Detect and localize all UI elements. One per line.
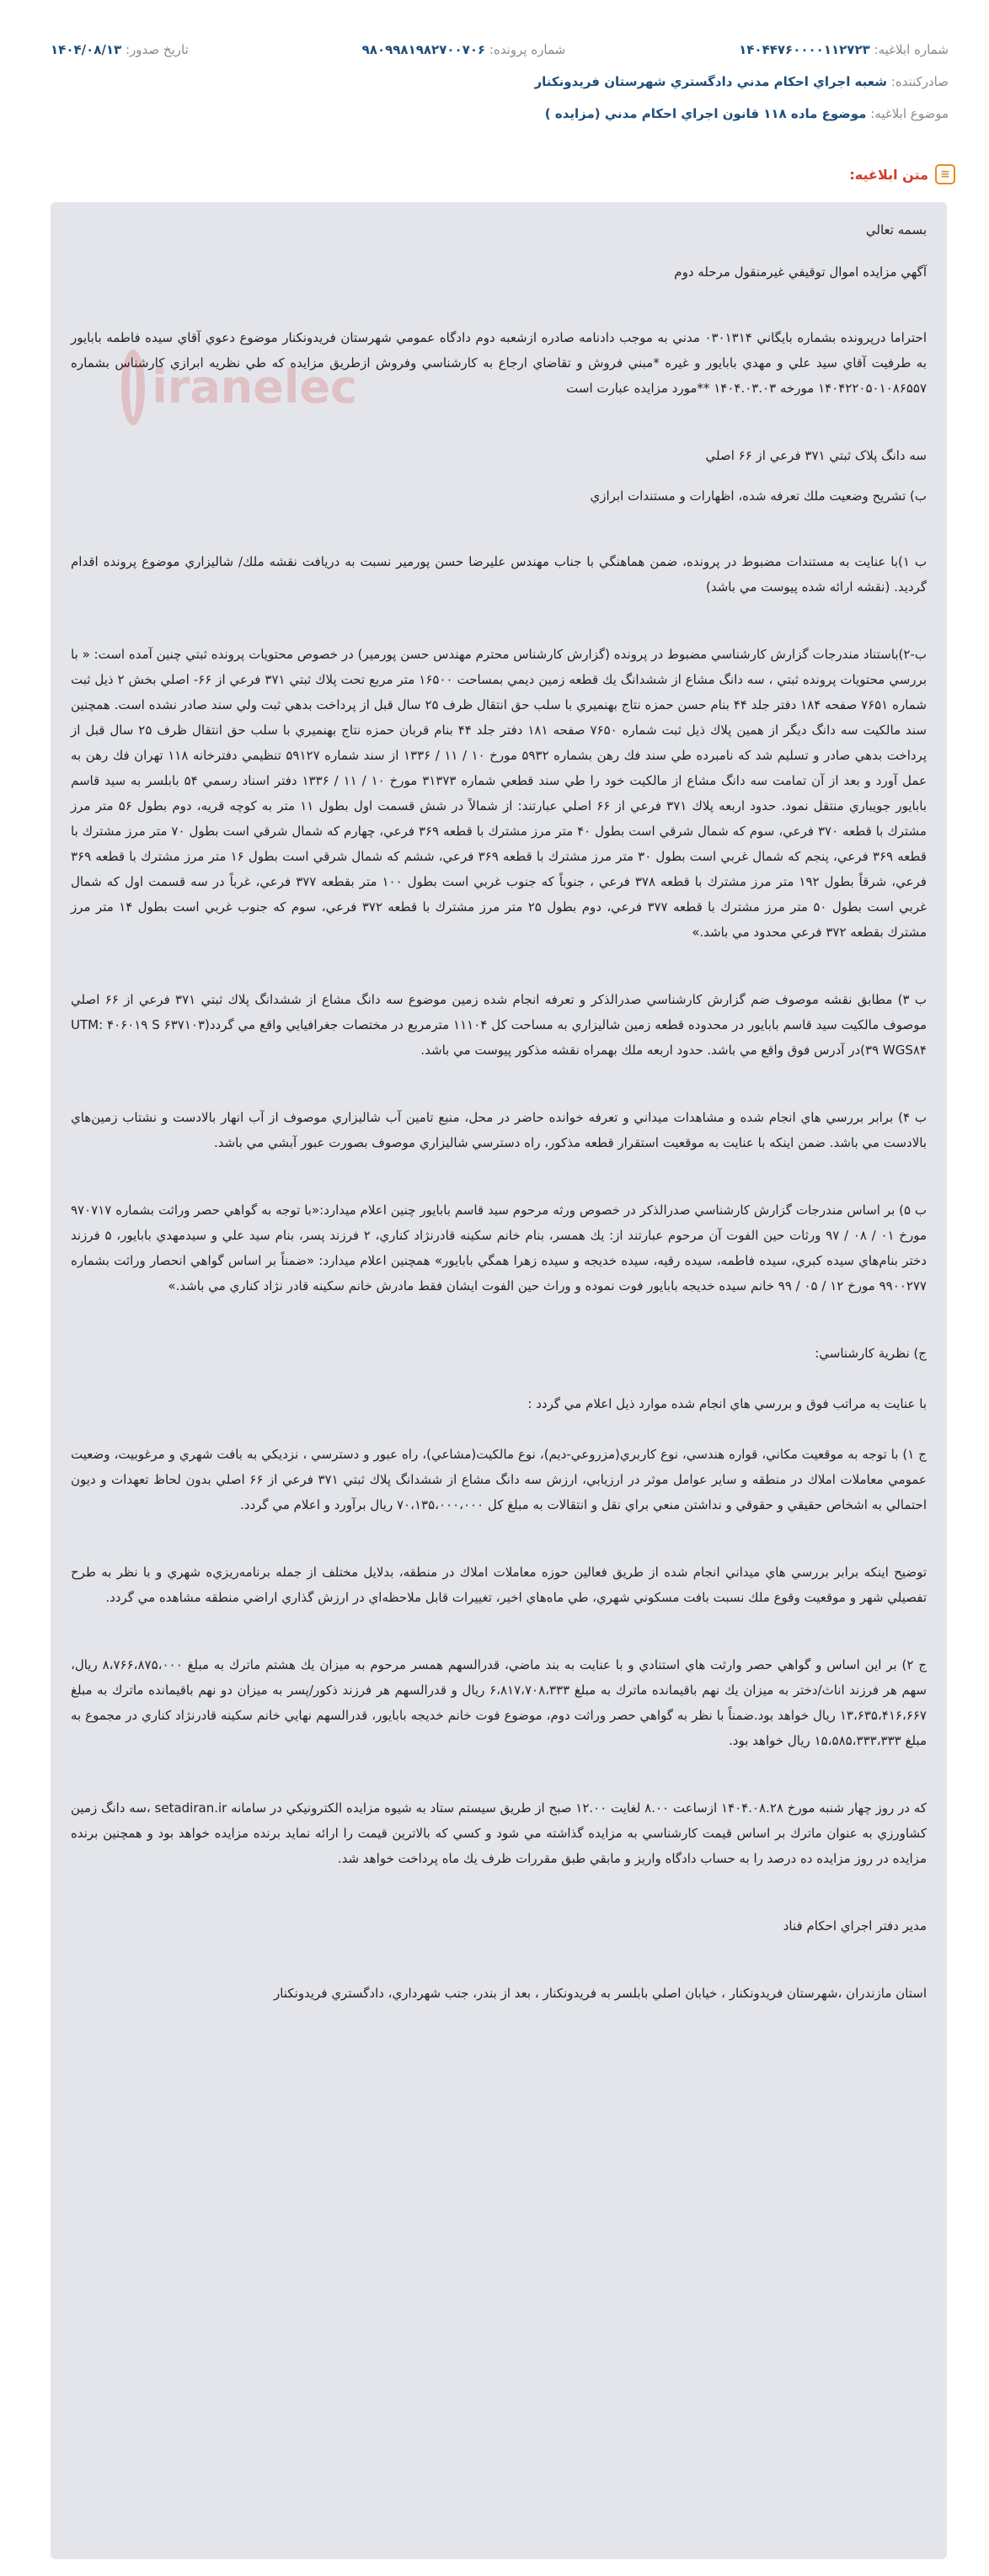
subject-value: موضوع ماده ۱۱۸ قانون اجراي احکام مدني (مزايده ) bbox=[544, 106, 867, 121]
paragraph-b4: ب ۴) برابر بررسي هاي انجام شده و مشاهدات ميداني و تعرفه خوانده حاضر در محل، منبع تامين آب شاليزاري موصوف از آب انهار بالادست و نشتاب زمين‌هاي بالادست مي باشد. ضمن اينكه با عنايت به موقعيت استقرار قطعه مذكور، راه دسترسي شاليزاري موصوف بصورت عبور آبشي مي باشد. bbox=[71, 1110, 928, 1150]
paragraph-c2: ج ۲) بر اين اساس و گواهي حصر وارثت هاي استنادي و با عنايت به بند ماضي، قدرالسهم همسر مرحوم به ميزان يك هشتم ماترك به مبلغ ۸،۷۶۶،۸۷۵،۰۰۰ ريال، سهم هر فرزند اناث/دختر به ميزان يك نهم باقيمانده ماترك به مبلغ ۶،۸۱۷،۷۰۸،۳۳۳ ريال و قدرالسهم هر فرزند ذكور/پسر به ميزان دو نهم باقيمانده ماترك به مبلغ ۱۳،۶۳۵،۴۱۶،۶۶۷ ريال خواهد بود.ضمناً با نظر به گواهي حصر وراثت دوم، موضوع فوت خانم خديجه بابايور، قدرالسهم نهايي خانم سكينه قادرنژاد كناري در مجموع به مبلغ ۱۵،۵۸۵،۳۳۳،۳۳۳ ريال خواهد بود. bbox=[71, 1657, 928, 1748]
metadata-row-subject bbox=[51, 98, 965, 130]
issue-date bbox=[51, 42, 189, 57]
paragraph-b1: ب ۱)با عنايت به مستندات مضبوط در پرونده، ضمن هماهنگي با جناب مهندس عليرضا حسن پورمير نسبت به دريافت نقشه ملك/ شاليزاري موضوع پرونده اقدام گرديد. (نقشه ارائه شده پيوست مي باشد) bbox=[71, 554, 928, 595]
document-icon: ≡ bbox=[935, 164, 955, 184]
paragraph-signature: مدير دفتر اجراي احكام فناد bbox=[783, 1918, 927, 1933]
issuer-label: صادرکننده: bbox=[890, 74, 949, 89]
paragraph-b2: ب-۲)باستناد مندرجات گزارش کارشناسي مضبوط در پرونده (گزارش کارشناس محترم مهندس حسن پورمير) در خصوص محتويات پرونده ثبتي چنين آمده است: « با بررسي محتويات پرونده ثبتي ، سه دانگ مشاع از ششدانگ يك قطعه زمين ديمي بمساحت ۱۶۵۰۰ متر مربع تحت پلاك ثبتي ۳۷۱ فرعي از ۶۶- اصلي بخش ۲ ذيل ثبت شماره ۷۶۵۱ صفحه ۱۸۴ دفتر جلد ۴۴ بنام حسن حمزه نتاج بهنميري با سلب حق انتقال ظرف ۲۵ سال قبل از پرداخت بدهي ثبت ولي سند صادر نشده است. همچنين سند مالكيت سه دانگ ديگر از همين پلاك ذيل ثبت شماره ۷۶۵۰ صفحه ۱۸۱ دفتر جلد ۴۴ بنام قربان حمزه نتاج بهنميري با سلب حق انتقال ظرف ۲۵ سال قبل از پرداخت بدهي صادر و تسليم شد كه نامبرده طي سند فك رهن بشماره ۵۹۳۲ مورخ ۱۰ / ۱۱ / ۱۳۳۶ از سند شماره ۵۹۱۲۷ تنظيمي دفترخانه ۱۱۸ تهران فك رهن به عمل آورد و بعد از آن تمامت سه دانگ مشاع از مالكيت خود را طي سند قطعي شماره ۳۱۳۷۳ مورخ ۱۰ / ۱۱ / ۱۳۳۶ دفتر اسناد رسمي ۵۴ بابلسر به سيد قاسم بابايور جويباري منتقل نمود. حدود اربعه پلاك ۳۷۱ فرعي از ۶۶ اصلي عبارتند: از شمالاً در شش قسمت اول بطول ۱۱ متر به كوچه قريه، دوم بطول ۵۶ متر مرز مشترك با قطعه ۳۷۰ فرعي، سوم كه شمال شرقي است بطول ۴۰ متر مرز مشترك با قطعه ۳۶۹ فرعي، چهارم كه شمال شرقي است بطول ۷۰ متر مرز مشترك با قطعه ۳۶۹ فرعي، پنجم كه شمال غربي است بطول ۳۰ متر مرز مشترك با قطعه ۳۶۹ فرعي، ششم كه شمال شرقي است بطول ۱۶ متر مرز مشترك با قطعه ۳۶۹ فرعي، شرقاً بطول ۱۹۲ متر مرز مشترك با قطعه ۳۷۸ فرعي ، جنوباً كه جنوب غربي است بطول ۱۰۰ متر بقطعه ۳۷۷ فرعي، غرباً در سه قسمت اول كه شمال غربي است بطول ۵۰ متر مرز مشترك با قطعه ۳۷۷ فرعي، دوم بطول ۲۵ متر مرز مشترك با قطعه ۳۷۲ فرعي، سوم كه جنوب غربي است بطول ۱۴ متر مرز مشترك بقطعه ۳۷۲ فرعي محدود مي باشد.» bbox=[71, 647, 928, 940]
paragraph-auction-title: آگهي مزايده اموال توقيفي غيرمنقول مرحله دوم bbox=[674, 264, 927, 280]
watermark-text: iranelec bbox=[152, 360, 357, 413]
issuer-value: شعبه اجراي احکام مدني دادگستري شهرستان فريدونكنار bbox=[534, 74, 887, 89]
paragraph-b5: ب ۵) بر اساس مندرجات گزارش كارشناسي صدرالذكر در خصوص ورثه مرحوم سيد قاسم بابايور چنين اعلام ميدارد:«با توجه به گواهي حصر وراثت بشماره ۹۷۰۷۱۷ مورخ ۰۱ / ۰۸ / ۹۷ ورثات حين الفوت آن مرحوم عبارتند از: يك همسر، بنام خانم سکينه قادرنژاد كناري، ۲ فرزند پسر، بنام سيد علي و سيدمهدي بابايور، ۵ فرزند دختر بنام‌هاي سيده کبري، سيده فاطمه، سيده رقيه، سيده خديجه و سيده زهرا همگي بابايور» همچنين اعلام ميدارد: «ضمناً بر اساس گواهي انحصار وراثت بشماره ۹۹۰۰۲۷۷ مورخ ۱۲ / ۰۵ / ۹۹ خانم سيده خديجه بابايور فوت نموده و وراث حين الفوت ايشان فقط مادرش خانم سکينه قادر نژاد كناري مي باشد.» bbox=[71, 1203, 928, 1293]
paragraph-bismillah: بسمه تعالي bbox=[865, 222, 927, 237]
subject-label: موضوع ابلاغيه: bbox=[870, 106, 949, 121]
notice-number-value: ۱۴۰۴۴۷۶۰۰۰۰۱۱۲۷۲۳ bbox=[739, 42, 870, 57]
issue-date-value: ۱۴۰۴/۰۸/۱۳ bbox=[51, 42, 122, 57]
notice-text-title: متن ابلاغيه: bbox=[849, 166, 928, 183]
case-number-value: ۹۸۰۹۹۸۱۹۸۲۷۰۰۷۰۶ bbox=[361, 42, 486, 57]
paragraph-address: استان مازندران ،شهرستان فريدونكنار ، خيابان اصلي بابلسر به فريدونكنار ، بعد از بندر، جنب شهرداري، دادگستري فريدونكنار bbox=[274, 1986, 927, 2001]
case-number bbox=[362, 42, 566, 57]
metadata-row-numbers bbox=[51, 34, 965, 66]
case-number-label: شماره پرونده: bbox=[489, 42, 566, 57]
notice-number-label: شماره ابلاغيه: bbox=[874, 42, 949, 57]
metadata-row-issuer bbox=[51, 66, 965, 98]
paragraph-section-c: ج) نظرية كارشناسي: bbox=[815, 1346, 927, 1361]
paragraph-auction-schedule: كه در روز چهار شنبه مورخ ۱۴۰۴.۰۸.۲۸ ازساعت ۸.۰۰ لغايت ۱۲.۰۰ صبح از طريق سيستم ستاد به شيوه مزايده الكترونيكي در سامانه setadiran.ir ،سه دانگ زمين كشاورزي به عنوان ماترك بر اساس قيمت كارشناسي به مزايده گذاشته مي شود و كسي كه بالاترين قيمت را ارائه نمايد برنده مزايده خواهد بود و همچنين برنده مزايده در روز مزايده ده درصد را به حساب دادگاه واريز و مابقي طبق مقررات ظرف يك ماه پرداخت خواهد شد. bbox=[71, 1800, 927, 1866]
notice-text-header bbox=[849, 164, 955, 184]
notice-metadata bbox=[51, 34, 965, 130]
paragraph-c1: ج ۱) با توجه به موقعيت مكاني، قواره هندسي، نوع كاربري(مزروعي-ديم)، نوع مالكيت(مشاعي)، راه عبور و دسترسي ، نزديكي به بافت شهري و مرغوبيت، وضعيت عمومي معاملات املاك در منطقه و ساير عوامل موثر در ارزيابي، ارزش سه دانگ مشاع از ششدانگ پلاك ثبتي ۳۷۱ فرعي از ۶۶ اصلي بدون لحاظ تعهدات و ديون احتمالي به اشخاص حقيقي و حقوقي و نداشتن منعي براي نقل و انتقالات به مبلغ كل ۷۰،۱۳۵،۰۰۰،۰۰۰ ريال برآورد و اعلام مي گردد. bbox=[71, 1447, 927, 1512]
paragraph-property: سه دانگ پلاک ثبتي ۳۷۱ فرعي از ۶۶ اصلي bbox=[705, 448, 927, 463]
issue-date-label: تاريخ صدور: bbox=[126, 42, 189, 57]
notice-text-box bbox=[51, 202, 947, 2559]
paragraph-c1-note: توضيح اينكه برابر بررسي هاي ميداني انجام شده از طريق فعالين حوزه معاملات املاك در منطقه، بدلايل مختلف از جمله برنامه‌ريزي‌ه شهري و با نظر به طرح تفصيلي شهر و موقعيت وقوع ملك نسبت بافت مسكوني شهري، طي ماه‌هاي اخير، تغييرات قابل ملاحظه‌اي در ارزش گذاري اراضي منطقه مشاهده مي گردد. bbox=[71, 1565, 927, 1605]
notice-number bbox=[739, 42, 949, 57]
paragraph-c-intro: با عنايت به مراتب فوق و بررسي هاي انجام شده موارد ذيل اعلام مي گردد : bbox=[527, 1396, 927, 1411]
paragraph-b3: ب ۳) مطابق نقشه موصوف ضم گزارش كارشناسي صدرالذكر و تعرفه انجام شده زمين موضوع سه دانگ مشاع از ششدانگ پلاك ثبتي ۳۷۱ فرعي از ۶۶ اصلي موصوف مالكيت سيد قاسم بابايور در محدوده قطعه زمين شاليزاري به مساحت كل ۱۱۱۰۴ مترمربع در مختصات جغرافيايي واقع مي گردد(UTM: ۴۰۶۰۱۹ S ۶۳۷۱۰۳ ۳۹ WGS۸۴)در آدرس فوق واقع مي باشد. حدود اربعه ملك بهمراه نقشه مذكور پيوست مي باشد. bbox=[71, 992, 928, 1058]
paragraph-section-b: ب) تشريح وضعيت ملك تعرفه شده، اظهارات و مستندات ابرازي bbox=[590, 488, 927, 504]
paragraph-intro: احتراما درپرونده بشماره بايگاني ۰۳۰۱۳۱۴ مدني به موجب دادنامه صادره ازشعبه دوم دادگاه عمومي شهرستان فريدونكنار موضوع دعوي آقاي سيده فاطمه بابايور به طرفيت آقاي سيد علي و مهدي بابايور و غيره *مبني فروش و تقاضاي ارجاع به کارشناسي وفروش ازطريق مزايده که طي نظريه ابرازي کارشناس بشماره ۱۴۰۴۲۲۰۵۰۱۰۸۶۵۵۷ مورخه ۱۴۰۴.۰۳.۰۳ **مورد مزايده عبارت است bbox=[71, 330, 927, 396]
